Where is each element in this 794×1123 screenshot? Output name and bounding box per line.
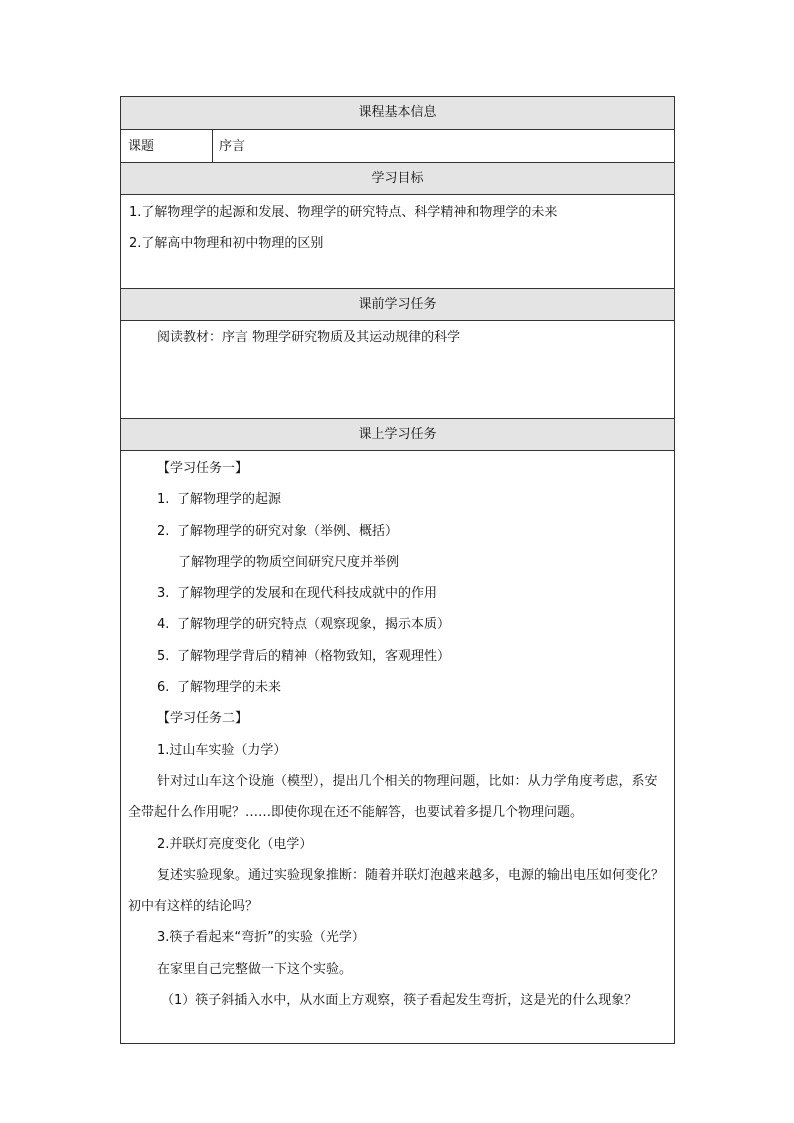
course-table <box>120 96 675 1044</box>
experiment-3-question-1: （1）筷子斜插入水中，从水面上方观察，筷子看起发生弯折，这是光的什么现象？ <box>161 993 638 1009</box>
topic-value: 序言 <box>219 139 246 154</box>
experiment-2-body: 复述实验现象。通过实验现象推断：随着并联灯泡越来越多，电源的输出电压如何变化？初中有这样的结论吗？ <box>128 867 665 915</box>
task-one-item <box>121 609 674 640</box>
pre-class-task: 阅读教材：序言 物理学研究物质及其运动规律的科学 <box>157 330 461 345</box>
pre-class-section <box>121 320 674 418</box>
experiment-2-title: 2.并联灯亮度变化（电学） <box>157 836 313 852</box>
task-one-item <box>121 641 674 672</box>
in-class-header: 课上学习任务 <box>121 418 674 450</box>
goals-header: 学习目标 <box>121 162 674 194</box>
in-class-section <box>121 450 674 1043</box>
item-number: 1. <box>157 492 170 508</box>
task-one-item <box>121 672 674 703</box>
task-two-title: 【学习任务二】 <box>157 711 249 727</box>
item-text: 了解物理学的研究特点（观察现象，揭示本质） <box>177 617 451 633</box>
goals-section <box>121 194 674 288</box>
task-one-item <box>121 516 674 547</box>
item-text: 了解物理学背后的精神（格物致知，客观理性） <box>177 648 451 664</box>
topic-label: 课题 <box>121 130 213 162</box>
item-number: 3. <box>157 586 170 602</box>
topic-row <box>121 129 674 162</box>
item-text: 了解物理学的起源 <box>177 492 282 508</box>
experiment-1-title: 1.过山车实验（力学） <box>157 742 287 758</box>
goal-item: 2.了解高中物理和初中物理的区别 <box>129 236 324 252</box>
item-number: 4. <box>157 617 170 633</box>
item-text: 了解物理学的发展和在现代科技成就中的作用 <box>177 586 438 602</box>
item-text: 了解物理学的研究对象（举例、概括） <box>177 523 399 539</box>
task-one-title: 【学习任务一】 <box>157 461 249 476</box>
task-one-item <box>121 484 674 515</box>
item-text: 了解物理学的物质空间研究尺度并举例 <box>178 554 400 570</box>
item-number: 2. <box>157 523 170 539</box>
item-text: 了解物理学的未来 <box>177 680 282 696</box>
task-one-item <box>121 578 674 609</box>
experiment-3-title: 3.筷子看起来“弯折”的实验（光学） <box>157 930 365 946</box>
pre-class-header: 课前学习任务 <box>121 288 674 320</box>
experiment-3-body: 在家里自己完整做一下这个实验。 <box>157 961 353 977</box>
task-one-subitem <box>121 547 674 578</box>
item-number: 6. <box>157 680 170 696</box>
experiment-1-body: 针对过山车这个设施（模型），提出几个相关的物理问题，比如：从力学角度考虑，系安全带起什么作用呢？……即使你现在还不能解答，也要试着多提几个物理问题。 <box>128 773 658 821</box>
goal-item: 1.了解物理学的起源和发展、物理学的研究特点、科学精神和物理学的未来 <box>129 205 558 220</box>
basic-info-header: 课程基本信息 <box>121 97 674 129</box>
item-number: 5. <box>157 648 170 664</box>
